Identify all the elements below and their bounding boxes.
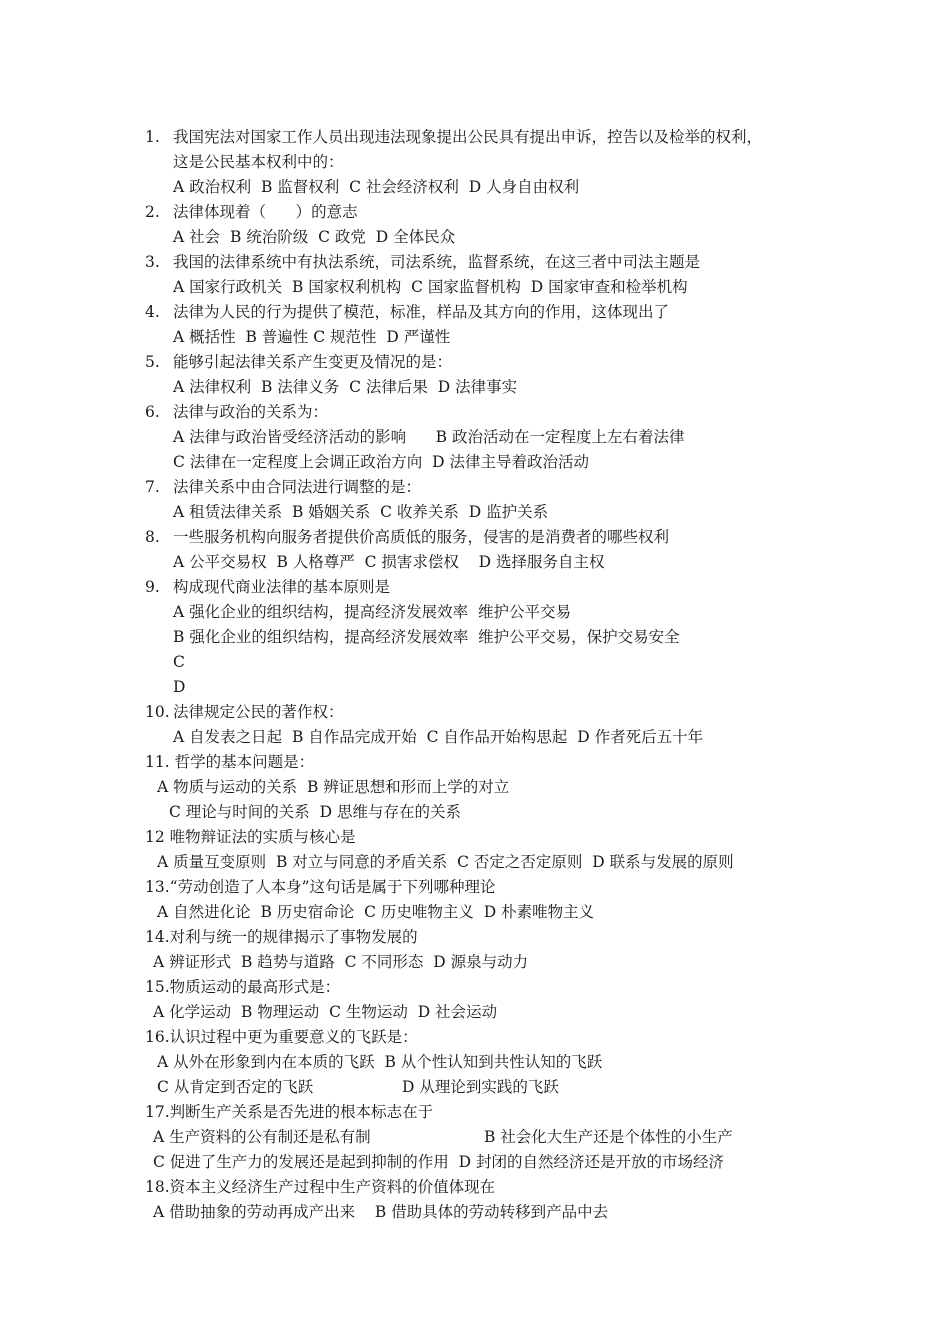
- question-text: 我国宪法对国家工作人员出现违法现象提出公民具有提出申诉，控告以及检举的权利，: [173, 128, 763, 146]
- question-number: 5.: [145, 353, 160, 371]
- question-text: 法律与政治的关系为：: [173, 403, 329, 421]
- answer-options: A 从外在形象到内在本质的飞跃 B 从个性认知到共性认知的飞跃: [157, 1053, 603, 1071]
- answer-options: B 强化企业的组织结构，提高经济发展效率 维护公平交易，保护交易安全: [173, 628, 680, 646]
- question-text: 法律体现着（ ）的意志: [173, 203, 358, 221]
- question-number: 6.: [145, 403, 160, 421]
- answer-options: A 自发表之日起 B 自作品完成开始 C 自作品开始构思起 D 作者死后五十年: [173, 728, 704, 746]
- answer-options: A 质量互变原则 B 对立与同意的矛盾关系 C 否定之否定原则 D 联系与发展的原则: [157, 853, 734, 871]
- question-heading: 13.“劳动创造了人本身”这句话是属于下列哪种理论: [145, 878, 496, 896]
- question-text: 能够引起法律关系产生变更及情况的是：: [173, 353, 453, 371]
- question-number: 4.: [145, 303, 160, 321]
- question-text: 构成现代商业法律的基本原则是: [173, 578, 391, 596]
- question-number: 2.: [145, 203, 160, 221]
- answer-options: A 自然进化论 B 历史宿命论 C 历史唯物主义 D 朴素唯物主义: [157, 903, 595, 921]
- question-heading: 12 唯物辩证法的实质与核心是: [145, 828, 356, 846]
- answer-options: A 生产资料的公有制还是私有制 B 社会化大生产还是个体性的小生产: [153, 1128, 733, 1146]
- answer-options: C: [173, 653, 185, 671]
- question-text: 法律关系中由合同法进行调整的是：: [173, 478, 422, 496]
- answer-options: A 借助抽象的劳动再成产出来 B 借助具体的劳动转移到产品中去: [153, 1203, 609, 1221]
- question-number: 8.: [145, 528, 160, 546]
- answer-options: A 国家行政机关 B 国家权利机构 C 国家监督机构 D 国家审查和检举机构: [173, 278, 688, 296]
- answer-options: A 社会 B 统治阶级 C 政党 D 全体民众: [173, 228, 456, 246]
- answer-options: A 政治权利 B 监督权利 C 社会经济权利 D 人身自由权利: [173, 178, 580, 196]
- question-number: 3.: [145, 253, 160, 271]
- question-text-continued: 这是公民基本权利中的：: [173, 153, 344, 171]
- question-text: 法律为人民的行为提供了模范，标准，样品及其方向的作用，这体现出了: [173, 303, 670, 321]
- question-heading: 14.对利与统一的规律揭示了事物发展的: [145, 928, 418, 946]
- answer-options: A 法律权利 B 法律义务 C 法律后果 D 法律事实: [173, 378, 518, 396]
- question-heading: 11. 哲学的基本问题是：: [145, 753, 315, 771]
- question-heading: 15.物质运动的最高形式是：: [145, 978, 341, 996]
- answer-options: A 物质与运动的关系 B 辨证思想和形而上学的对立: [157, 778, 510, 796]
- question-heading: 18.资本主义经济生产过程中生产资料的价值体现在: [145, 1178, 496, 1196]
- question-heading: 17.判断生产关系是否先进的根本标志在于: [145, 1103, 434, 1121]
- question-number: 7.: [145, 478, 160, 496]
- question-number: 1.: [145, 128, 160, 146]
- answer-options: A 概括性 B 普遍性 C 规范性 D 严谨性: [173, 328, 451, 346]
- answer-options: C 促进了生产力的发展还是起到抑制的作用 D 封闭的自然经济还是开放的市场经济: [153, 1153, 724, 1171]
- question-text: 法律规定公民的著作权：: [173, 703, 344, 721]
- answer-options: A 强化企业的组织结构，提高经济发展效率 维护公平交易: [173, 603, 571, 621]
- question-heading: 16.认识过程中更为重要意义的飞跃是：: [145, 1028, 418, 1046]
- answer-options: C 理论与时间的关系 D 思维与存在的关系: [169, 803, 461, 821]
- answer-options: A 法律与政治皆受经济活动的影响 B 政治活动在一定程度上左右着法律: [173, 428, 685, 446]
- question-text: 一些服务机构向服务者提供价高质低的服务，侵害的是消费者的哪些权利: [173, 528, 670, 546]
- answer-options: D: [173, 678, 186, 696]
- answer-options: C 法律在一定程度上会调正政治方向 D 法律主导着政治活动: [173, 453, 589, 471]
- answer-options: A 化学运动 B 物理运动 C 生物运动 D 社会运动: [153, 1003, 498, 1021]
- answer-options: A 辨证形式 B 趋势与道路 C 不同形态 D 源泉与动力: [153, 953, 529, 971]
- answer-options: A 租赁法律关系 B 婚姻关系 C 收养关系 D 监护关系: [173, 503, 549, 521]
- answer-options: C 从肯定到否定的飞跃 D 从理论到实践的飞跃: [157, 1078, 559, 1096]
- answer-options: A 公平交易权 B 人格尊严 C 损害求偿权 D 选择服务自主权: [173, 553, 605, 571]
- question-number: 9.: [145, 578, 160, 596]
- question-number: 10.: [145, 703, 170, 721]
- question-text: 我国的法律系统中有执法系统，司法系统，监督系统，在这三者中司法主题是: [173, 253, 701, 271]
